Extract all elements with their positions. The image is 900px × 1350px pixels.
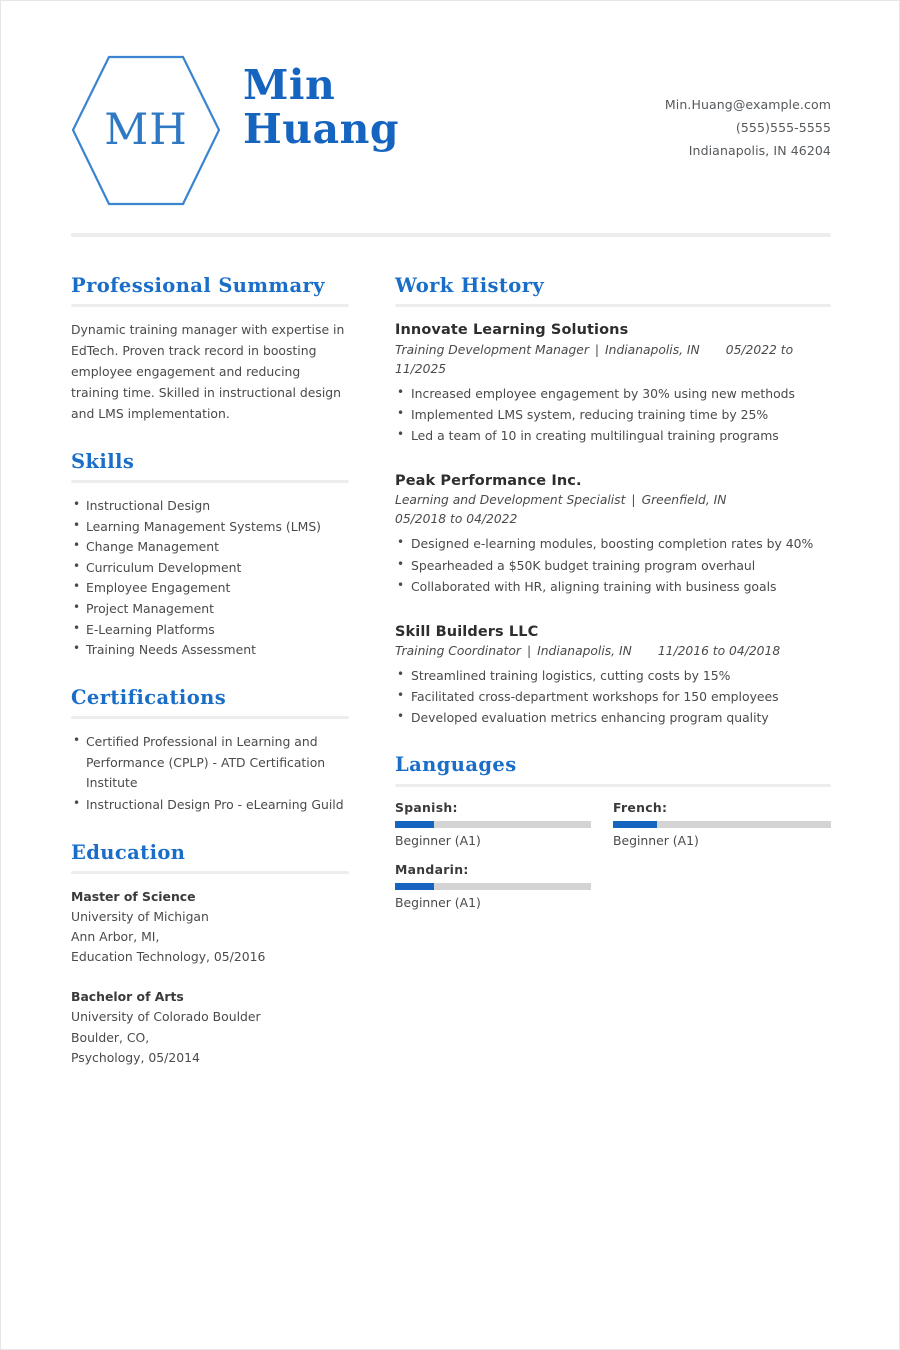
job-dates: 11/2016 to 04/2018	[657, 644, 781, 659]
section-divider	[71, 716, 349, 719]
list-item: • Project Management	[71, 599, 349, 620]
summary-text: Dynamic training manager with expertise in EdTech. Proven track record in boosting employee engagement and reducing training time. Skilled in instructional design and LMS implementation.	[71, 322, 345, 421]
last-name: Huang	[243, 105, 400, 154]
job-meta	[395, 642, 831, 661]
job-meta	[395, 491, 831, 529]
education-school: University of Michigan	[71, 909, 209, 925]
left-column	[71, 275, 349, 1094]
section-certifications	[71, 687, 349, 816]
job-role: Training Development Manager	[395, 342, 589, 357]
name-block	[221, 53, 591, 152]
section-professional-summary	[71, 275, 349, 425]
education-school: University of Colorado Boulder	[71, 1009, 261, 1025]
section-divider	[395, 784, 831, 787]
language-level: Beginner (A1)	[395, 832, 481, 848]
list-item: • E-Learning Platforms	[71, 620, 349, 641]
list-item: • Training Needs Assessment	[71, 640, 349, 661]
section-title-work-history: Work History	[395, 274, 545, 297]
monogram-initials: MH	[104, 105, 188, 155]
list-item: • Increased employee engagement by 30% using new methods	[395, 384, 831, 404]
job-role: Learning and Development Specialist	[395, 493, 626, 508]
education-entry	[71, 987, 349, 1067]
language-proficiency-fill	[395, 883, 434, 890]
language-proficiency-bar	[395, 883, 591, 890]
section-divider	[71, 304, 349, 307]
job-dates: 05/2022 to 11/2025	[395, 342, 794, 376]
education-location: Boulder, CO,	[71, 1029, 150, 1045]
section-skills	[71, 451, 349, 661]
list-item: • Employee Engagement	[71, 578, 349, 599]
language-proficiency-fill	[395, 821, 434, 828]
language-name: French:	[613, 799, 668, 815]
first-name: Min	[243, 61, 336, 109]
list-item: • Designed e-learning modules, boosting completion rates by 40%	[395, 534, 831, 554]
education-degree: Bachelor of Arts	[71, 989, 184, 1005]
job-location: Indianapolis, IN	[537, 644, 632, 659]
skills-list	[71, 496, 349, 661]
resume-header	[71, 1, 831, 176]
contact-email: Min.Huang@example.com	[664, 97, 831, 112]
language-item	[395, 800, 613, 848]
section-title-summary: Professional Summary	[71, 274, 325, 297]
job-bullets	[395, 666, 831, 728]
education-field-date: Education Technology, 05/2016	[71, 949, 266, 965]
job-separator: |	[631, 493, 636, 508]
section-divider	[71, 480, 349, 483]
list-item: • Led a team of 10 in creating multilingual training programs	[395, 426, 831, 446]
section-divider	[395, 304, 831, 307]
contact-block	[591, 53, 831, 162]
list-item: • Collaborated with HR, aligning training with business goals	[395, 577, 831, 597]
education-location: Ann Arbor, MI,	[71, 929, 160, 945]
job-dates: 05/2018 to 04/2022	[395, 512, 518, 527]
section-work-history	[395, 275, 831, 728]
job-bullets	[395, 534, 831, 596]
job-meta	[395, 341, 831, 379]
list-item: • Learning Management Systems (LMS)	[71, 517, 349, 538]
list-item: • Certified Professional in Learning and Performance (CPLP) - ATD Certification Institute	[71, 732, 349, 794]
job-company: Skill Builders LLC	[395, 623, 539, 640]
header-divider	[71, 233, 831, 237]
section-languages	[395, 754, 831, 923]
list-item: • Instructional Design Pro - eLearning Guild	[71, 795, 349, 816]
job-company: Innovate Learning Solutions	[395, 322, 629, 339]
education-field-date: Psychology, 05/2014	[71, 1049, 200, 1065]
job-separator: |	[526, 644, 532, 659]
language-proficiency-bar	[395, 821, 591, 828]
job-role: Training Coordinator	[395, 644, 521, 659]
job-location: Indianapolis, IN	[605, 342, 700, 357]
job-entry	[395, 471, 831, 597]
list-item: • Change Management	[71, 537, 349, 558]
job-separator: |	[594, 342, 600, 357]
language-proficiency-bar	[613, 821, 831, 828]
job-location: Greenfield, IN	[641, 493, 727, 508]
languages-grid	[395, 800, 831, 924]
list-item: • Developed evaluation metrics enhancing program quality	[395, 708, 831, 728]
job-company: Peak Performance Inc.	[395, 473, 582, 490]
education-degree: Master of Science	[71, 888, 196, 904]
list-item: • Instructional Design	[71, 496, 349, 517]
language-proficiency-fill	[613, 821, 657, 828]
job-bullets	[395, 384, 831, 446]
language-name: Mandarin:	[395, 861, 469, 877]
section-title-education: Education	[71, 840, 186, 864]
job-entry	[395, 320, 831, 446]
section-divider	[71, 871, 349, 874]
list-item: • Spearheaded a $50K budget training program overhaul	[395, 556, 831, 576]
list-item: • Facilitated cross-department workshops for 150 employees	[395, 687, 831, 707]
contact-location: Indianapolis, IN 46204	[688, 143, 831, 159]
language-level: Beginner (A1)	[613, 832, 699, 848]
section-education	[71, 842, 349, 1068]
education-entry	[71, 887, 349, 967]
body-columns	[71, 275, 831, 1094]
list-item: • Implemented LMS system, reducing training time by 25%	[395, 405, 831, 425]
language-level: Beginner (A1)	[395, 894, 481, 910]
section-title-skills: Skills	[71, 449, 135, 473]
language-item	[395, 862, 613, 910]
list-item: • Curriculum Development	[71, 558, 349, 579]
right-column	[395, 275, 831, 950]
resume-content	[71, 1, 831, 1094]
section-title-certifications: Certifications	[71, 685, 227, 709]
list-item: • Streamlined training logistics, cutting costs by 15%	[395, 666, 831, 686]
certifications-list	[71, 732, 349, 815]
language-name: Spanish:	[395, 799, 458, 815]
contact-phone: (555)555-5555	[735, 120, 831, 136]
language-item	[613, 800, 831, 848]
job-entry	[395, 622, 831, 729]
section-title-languages: Languages	[395, 753, 517, 777]
monogram-badge	[71, 53, 221, 208]
